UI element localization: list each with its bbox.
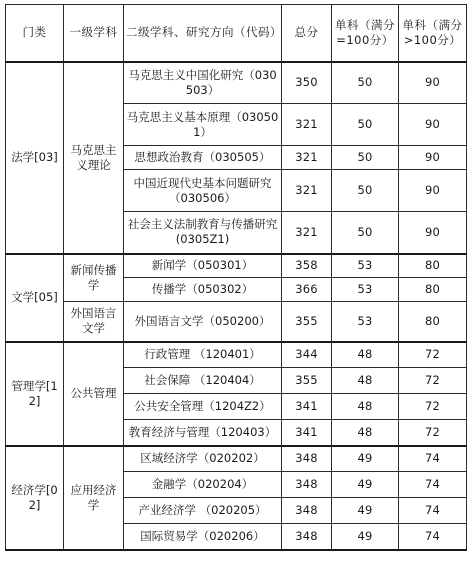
single-gt100-cell: 74 <box>399 498 467 524</box>
major-cell: 教育经济与管理（120403） <box>124 420 282 446</box>
major-cell: 产业经济学 （020205） <box>124 498 282 524</box>
single-eq100-cell: 50 <box>332 212 399 254</box>
single-eq100-cell: 49 <box>332 524 399 550</box>
major-cell: 马克思主义基本原理（030501） <box>124 104 282 146</box>
discipline-cell: 新闻传播学 <box>64 254 124 302</box>
total-cell: 321 <box>282 212 332 254</box>
category-cell: 经济学[02] <box>6 446 64 550</box>
discipline-cell: 应用经济学 <box>64 446 124 550</box>
single-eq100-cell: 48 <box>332 368 399 394</box>
total-cell: 348 <box>282 498 332 524</box>
category-cell: 管理学[12] <box>6 342 64 446</box>
discipline-cell: 公共管理 <box>64 342 124 446</box>
single-eq100-cell: 53 <box>332 302 399 342</box>
total-cell: 366 <box>282 278 332 302</box>
header-first-level: 一级学科 <box>64 5 124 62</box>
single-gt100-cell: 90 <box>399 146 467 170</box>
single-gt100-cell: 72 <box>399 342 467 368</box>
major-cell: 思想政治教育（030505） <box>124 146 282 170</box>
single-gt100-cell: 90 <box>399 212 467 254</box>
header-second-level: 二级学科、研究方向（代码） <box>124 5 282 62</box>
discipline-cell: 外国语言文学 <box>64 302 124 342</box>
single-gt100-cell: 90 <box>399 170 467 212</box>
major-cell: 社会主义法制教育与传播研究(0305Z1) <box>124 212 282 254</box>
major-cell: 传播学（050302） <box>124 278 282 302</box>
single-gt100-cell: 90 <box>399 104 467 146</box>
header-single-eq100: 单科（满分=100分） <box>332 5 399 62</box>
single-eq100-cell: 49 <box>332 472 399 498</box>
single-gt100-cell: 74 <box>399 446 467 472</box>
single-eq100-cell: 50 <box>332 104 399 146</box>
major-cell: 马克思主义中国化研究（030503） <box>124 62 282 104</box>
major-cell: 公共安全管理（1204Z2） <box>124 394 282 420</box>
single-eq100-cell: 50 <box>332 170 399 212</box>
total-cell: 321 <box>282 104 332 146</box>
single-eq100-cell: 50 <box>332 146 399 170</box>
category-cell: 文学[05] <box>6 254 64 342</box>
single-eq100-cell: 48 <box>332 394 399 420</box>
major-cell: 新闻学（050301） <box>124 254 282 278</box>
single-gt100-cell: 74 <box>399 472 467 498</box>
major-cell: 区域经济学（020202） <box>124 446 282 472</box>
table-row <box>6 62 467 104</box>
total-cell: 321 <box>282 146 332 170</box>
header-total: 总分 <box>282 5 332 62</box>
total-cell: 355 <box>282 368 332 394</box>
table-row <box>6 302 467 342</box>
single-gt100-cell: 80 <box>399 302 467 342</box>
total-cell: 341 <box>282 420 332 446</box>
major-cell: 国际贸易学（020206） <box>124 524 282 550</box>
table-row <box>6 446 467 472</box>
single-gt100-cell: 90 <box>399 62 467 104</box>
total-cell: 350 <box>282 62 332 104</box>
single-gt100-cell: 72 <box>399 368 467 394</box>
single-gt100-cell: 72 <box>399 420 467 446</box>
single-eq100-cell: 48 <box>332 420 399 446</box>
single-eq100-cell: 49 <box>332 498 399 524</box>
header-category: 门类 <box>6 5 64 62</box>
single-gt100-cell: 80 <box>399 254 467 278</box>
table-row <box>6 254 467 278</box>
total-cell: 321 <box>282 170 332 212</box>
major-cell: 中国近现代史基本问题研究（030506） <box>124 170 282 212</box>
single-eq100-cell: 50 <box>332 62 399 104</box>
major-cell: 行政管理 （120401） <box>124 342 282 368</box>
total-cell: 355 <box>282 302 332 342</box>
total-cell: 358 <box>282 254 332 278</box>
total-cell: 348 <box>282 472 332 498</box>
single-eq100-cell: 53 <box>332 254 399 278</box>
header-single-gt100: 单科（满分>100分） <box>399 5 467 62</box>
discipline-cell: 马克思主义理论 <box>64 62 124 254</box>
single-gt100-cell: 74 <box>399 524 467 550</box>
single-eq100-cell: 49 <box>332 446 399 472</box>
single-gt100-cell: 72 <box>399 394 467 420</box>
single-gt100-cell: 80 <box>399 278 467 302</box>
total-cell: 344 <box>282 342 332 368</box>
major-cell: 外国语言文学（050200） <box>124 302 282 342</box>
major-cell: 社会保障 （120404） <box>124 368 282 394</box>
header-row <box>6 5 467 62</box>
total-cell: 341 <box>282 394 332 420</box>
major-cell: 金融学（020204） <box>124 472 282 498</box>
score-table <box>5 4 467 551</box>
category-cell: 法学[03] <box>6 62 64 254</box>
total-cell: 348 <box>282 524 332 550</box>
total-cell: 348 <box>282 446 332 472</box>
single-eq100-cell: 53 <box>332 278 399 302</box>
table-row <box>6 342 467 368</box>
single-eq100-cell: 48 <box>332 342 399 368</box>
